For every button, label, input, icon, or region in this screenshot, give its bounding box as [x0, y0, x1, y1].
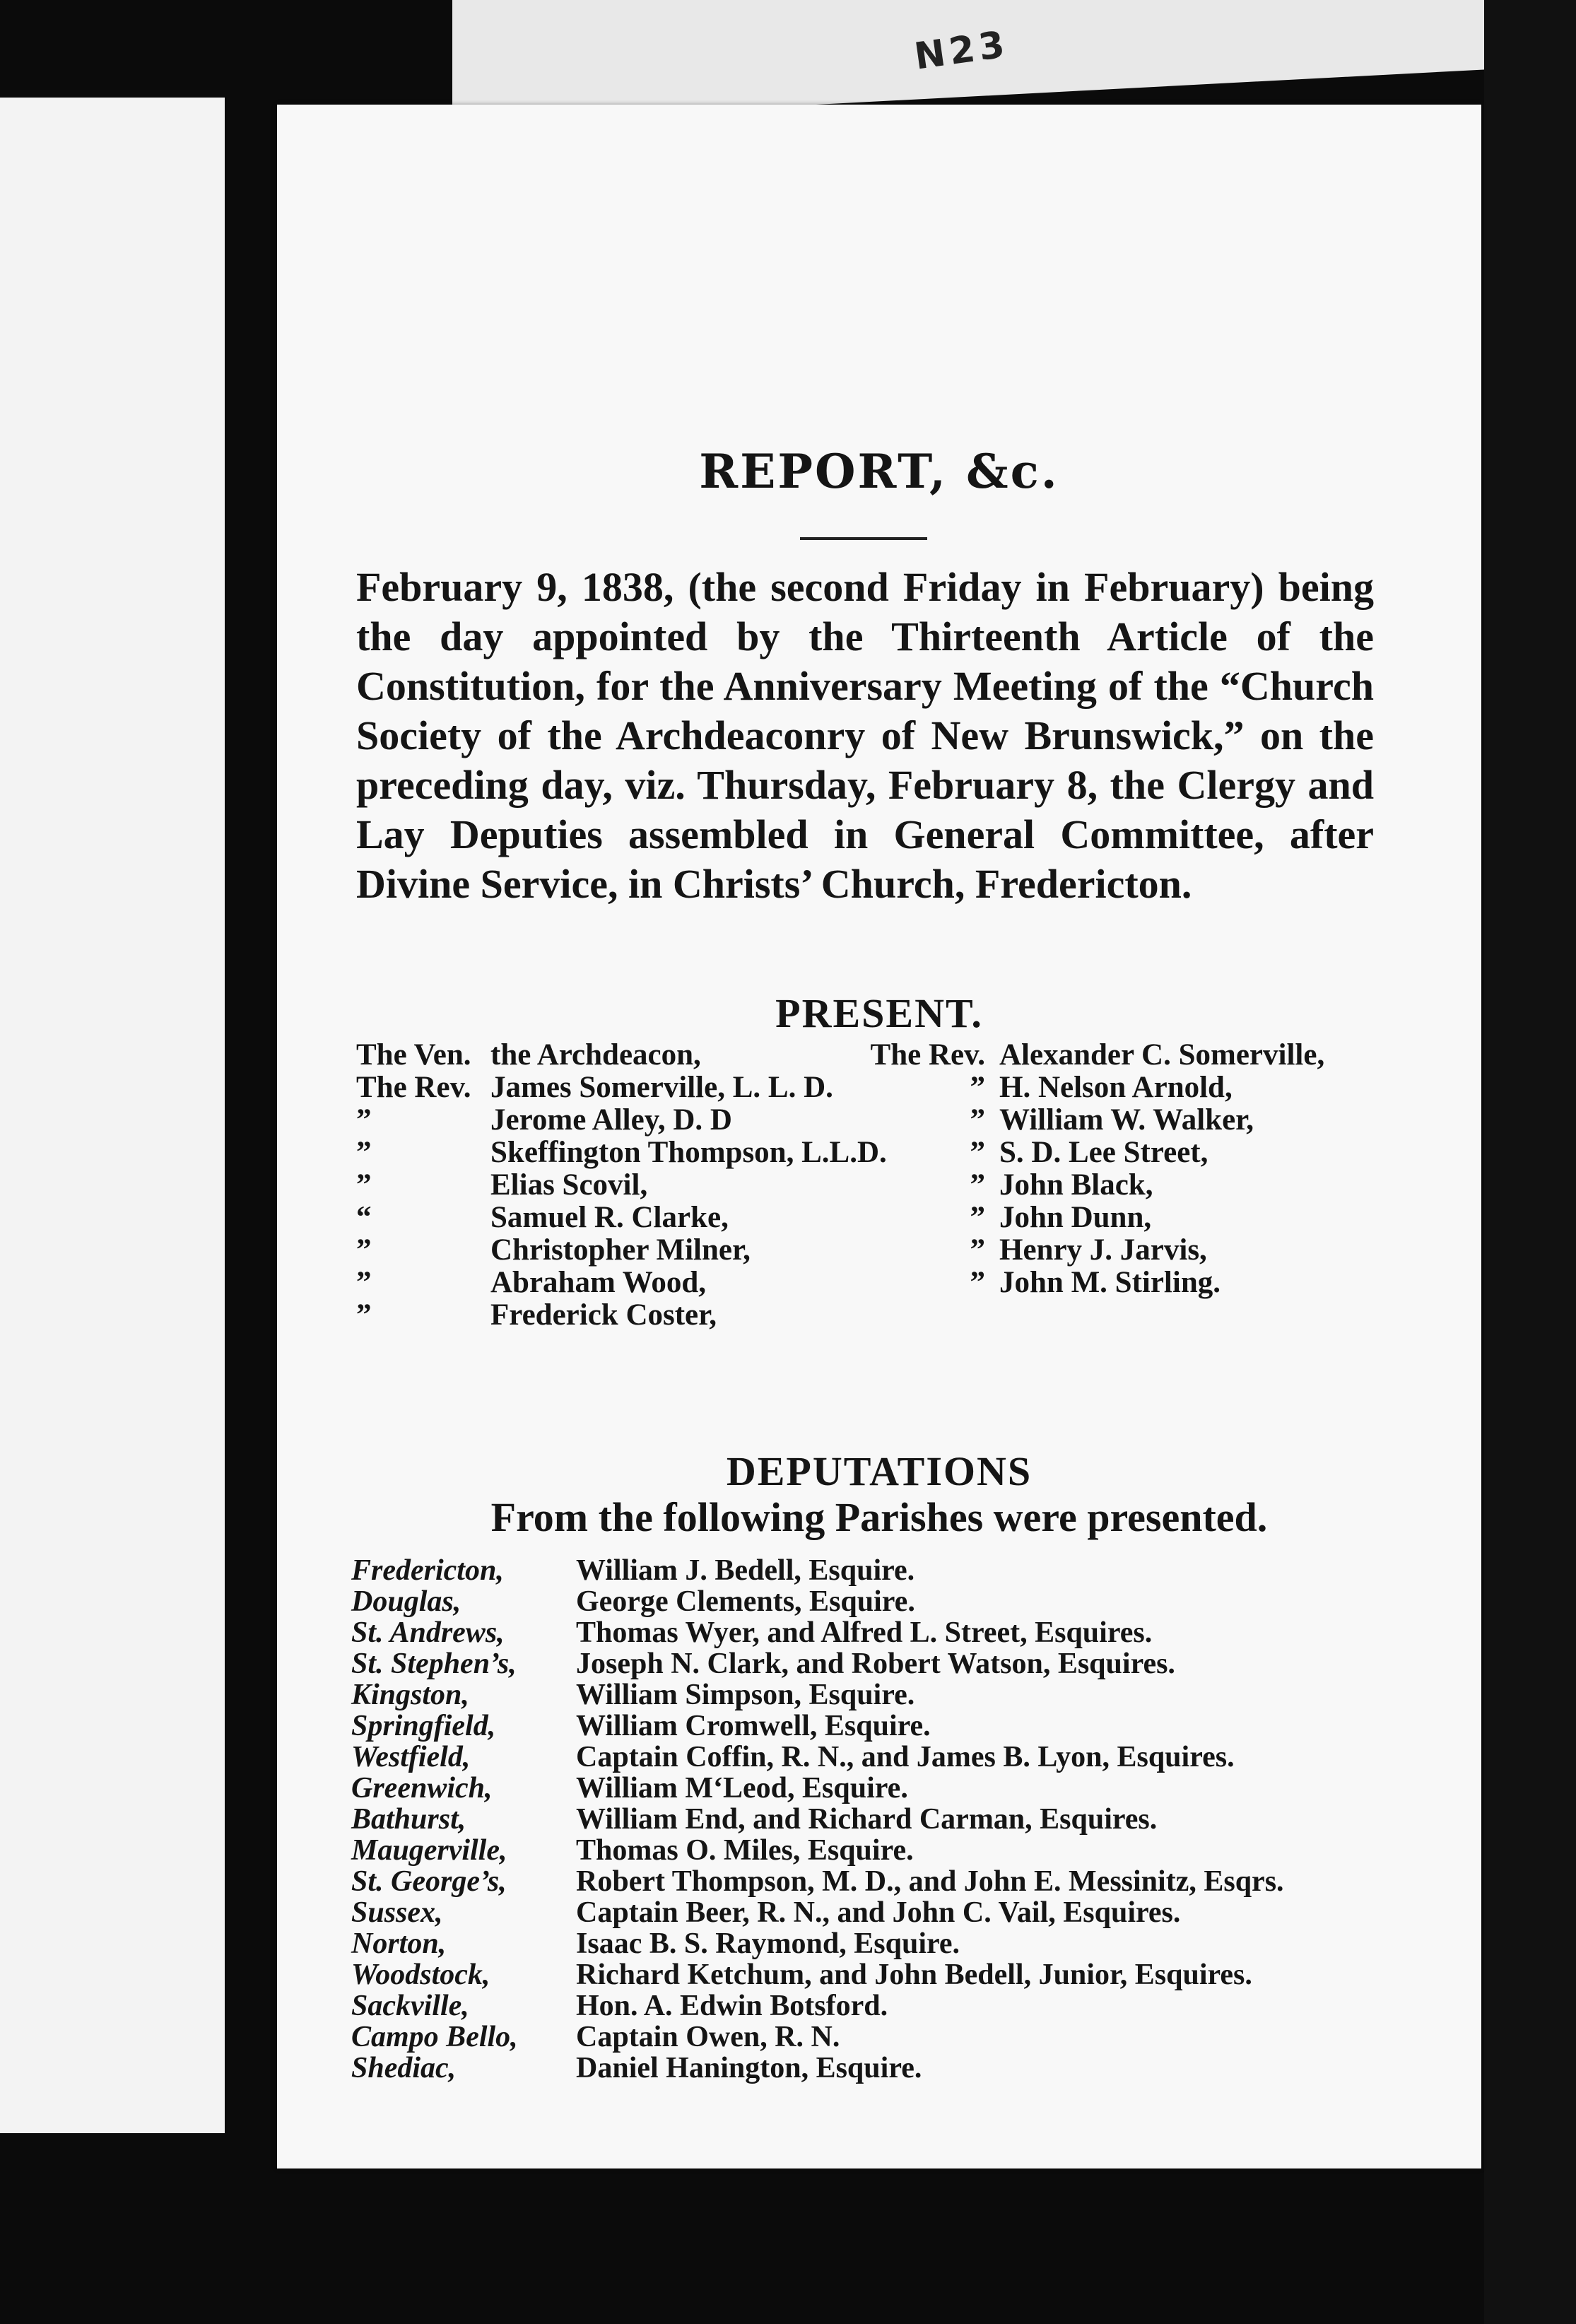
- parish-row: [351, 1990, 1404, 2021]
- present-title-right: The Rev.: [870, 1038, 985, 1072]
- parish-name: Norton,: [351, 1927, 447, 1960]
- present-title-left: ”: [356, 1298, 372, 1332]
- parish-row: [351, 2021, 1404, 2053]
- parish-row: [351, 1742, 1404, 1773]
- intro-paragraph: February 9, 1838, (the second Friday in February) being the day appointed by the Thirteenth Article of the Constitution, for the Anniversary Meeting of the “Church Society of the Archdeaconry of New Brunswick,” on the preceding day, viz. Thursday, February 8, the Clergy and Lay Deputies assembled in General Committee, after Divine Service, in Christs’ Church, Fredericton.: [356, 564, 1374, 907]
- deputations-subheading: From the following Parishes were presented.: [490, 1494, 1268, 1540]
- present-row: [356, 1039, 1395, 1072]
- parish-row: [351, 1804, 1404, 1835]
- present-heading: PRESENT.: [775, 990, 983, 1036]
- deputy-names: Captain Beer, R. N., and John C. Vail, Esquires.: [576, 1896, 1181, 1929]
- parish-name: Kingston,: [351, 1679, 469, 1711]
- present-title-right: ”: [970, 1168, 985, 1202]
- adjacent-page: [0, 98, 225, 2133]
- parish-list: [351, 1555, 1404, 2084]
- present-title-left: The Rev.: [356, 1071, 471, 1104]
- present-title-right: ”: [970, 1233, 985, 1267]
- parish-name: Campo Bello,: [351, 2021, 518, 2053]
- parish-row: [351, 1679, 1404, 1710]
- deputy-names: William J. Bedell, Esquire.: [576, 1554, 915, 1587]
- present-title-right: [858, 1299, 999, 1332]
- parish-name: St. George’s,: [351, 1865, 507, 1898]
- deputy-names: Joseph N. Clark, and Robert Watson, Esquires.: [576, 1648, 1175, 1680]
- page-title: REPORT, &c.: [699, 444, 1059, 499]
- present-name-right: John Dunn,: [999, 1201, 1152, 1234]
- present-name-left: Jerome Alley, D. D: [490, 1103, 732, 1137]
- parish-row: [351, 1617, 1404, 1648]
- present-name-left: James Somerville, L. L. D.: [490, 1071, 833, 1104]
- parish-name: Bathurst,: [351, 1803, 466, 1836]
- present-title-left: ”: [356, 1233, 372, 1267]
- deputy-names: Captain Owen, R. N.: [576, 2021, 840, 2053]
- parish-row: [351, 2053, 1404, 2084]
- deputy-names: Thomas Wyer, and Alfred L. Street, Esquires.: [576, 1616, 1153, 1649]
- present-name-left: Elias Scovil,: [490, 1168, 648, 1202]
- present-row: [356, 1137, 1395, 1169]
- parish-row: [351, 1959, 1404, 1990]
- deputy-names: William Simpson, Esquire.: [576, 1679, 915, 1711]
- deputy-names: Richard Ketchum, and John Bedell, Junior, Esquires.: [576, 1959, 1252, 1991]
- present-title-left: ”: [356, 1168, 372, 1202]
- parish-name: Woodstock,: [351, 1959, 490, 1991]
- present-row: [356, 1234, 1395, 1267]
- present-name-right: H. Nelson Arnold,: [999, 1071, 1233, 1104]
- present-row: [356, 1072, 1395, 1104]
- present-title-left: The Ven.: [356, 1038, 471, 1072]
- deputy-names: George Clements, Esquire.: [576, 1585, 915, 1618]
- deputy-names: Daniel Hanington, Esquire.: [576, 2052, 922, 2084]
- title-rule: [800, 537, 927, 540]
- present-title-right: ”: [970, 1201, 985, 1234]
- present-name-right: Alexander C. Somerville,: [999, 1038, 1325, 1072]
- present-name-left: Skeffington Thompson, L.L.D.: [490, 1136, 887, 1169]
- parish-row: [351, 1835, 1404, 1866]
- present-row: [356, 1169, 1395, 1202]
- deputations-heading: DEPUTATIONS: [726, 1448, 1033, 1494]
- deputy-names: Thomas O. Miles, Esquire.: [576, 1834, 914, 1867]
- present-title-right: ”: [970, 1071, 985, 1104]
- present-name-right: John M. Stirling.: [999, 1266, 1221, 1299]
- index-tab-label: N23: [912, 23, 1012, 78]
- present-name-left: Abraham Wood,: [490, 1266, 707, 1299]
- present-title-right: ”: [970, 1266, 985, 1299]
- parish-row: [351, 1773, 1404, 1804]
- deputy-names: William M‘Leod, Esquire.: [576, 1772, 908, 1804]
- document-page: [277, 105, 1481, 2169]
- deputy-names: Captain Coffin, R. N., and James B. Lyon, Esquires.: [576, 1741, 1235, 1773]
- present-name-right: [999, 1299, 1395, 1332]
- parish-name: Sussex,: [351, 1896, 443, 1929]
- parish-name: St. Andrews,: [351, 1616, 505, 1649]
- present-title-left: ”: [356, 1266, 372, 1299]
- parish-name: Shediac,: [351, 2052, 457, 2084]
- present-row: [356, 1202, 1395, 1234]
- deputy-names: William Cromwell, Esquire.: [576, 1710, 931, 1742]
- present-name-right: John Black,: [999, 1168, 1153, 1202]
- deputy-names: Isaac B. S. Raymond, Esquire.: [576, 1927, 960, 1960]
- present-name-left: the Archdeacon,: [490, 1038, 701, 1072]
- parish-row: [351, 1928, 1404, 1959]
- present-title-right: ”: [970, 1136, 985, 1169]
- deputy-names: Hon. A. Edwin Botsford.: [576, 1990, 888, 2022]
- present-title-left: ”: [356, 1136, 372, 1169]
- present-row: [356, 1104, 1395, 1137]
- present-title-left: “: [356, 1201, 372, 1234]
- present-name-left: Frederick Coster,: [490, 1298, 717, 1332]
- deputy-names: Robert Thompson, M. D., and John E. Messinitz, Esqrs.: [576, 1865, 1284, 1898]
- parish-row: [351, 1586, 1404, 1617]
- parish-row: [351, 1648, 1404, 1679]
- present-name-right: S. D. Lee Street,: [999, 1136, 1209, 1169]
- parish-name: Greenwich,: [351, 1772, 493, 1804]
- present-row: [356, 1267, 1395, 1299]
- parish-row: [351, 1710, 1404, 1742]
- present-name-left: Christopher Milner,: [490, 1233, 751, 1267]
- parish-name: Westfield,: [351, 1741, 471, 1773]
- parish-row: [351, 1897, 1404, 1928]
- parish-row: [351, 1866, 1404, 1897]
- deputy-names: William End, and Richard Carman, Esquires.: [576, 1803, 1158, 1836]
- present-list: [356, 1039, 1395, 1332]
- present-name-right: William W. Walker,: [999, 1103, 1254, 1137]
- parish-row: [351, 1555, 1404, 1586]
- present-name-left: Samuel R. Clarke,: [490, 1201, 729, 1234]
- parish-name: Douglas,: [351, 1585, 461, 1618]
- present-name-right: Henry J. Jarvis,: [999, 1233, 1207, 1267]
- parish-name: Maugerville,: [351, 1834, 507, 1867]
- present-title-left: ”: [356, 1103, 372, 1137]
- parish-name: Fredericton,: [351, 1554, 504, 1587]
- book-spine: [1484, 0, 1576, 2324]
- parish-name: Sackville,: [351, 1990, 469, 2022]
- parish-name: Springfield,: [351, 1710, 496, 1742]
- parish-name: St. Stephen’s,: [351, 1648, 517, 1680]
- present-row: [356, 1299, 1395, 1332]
- present-title-right: ”: [970, 1103, 985, 1137]
